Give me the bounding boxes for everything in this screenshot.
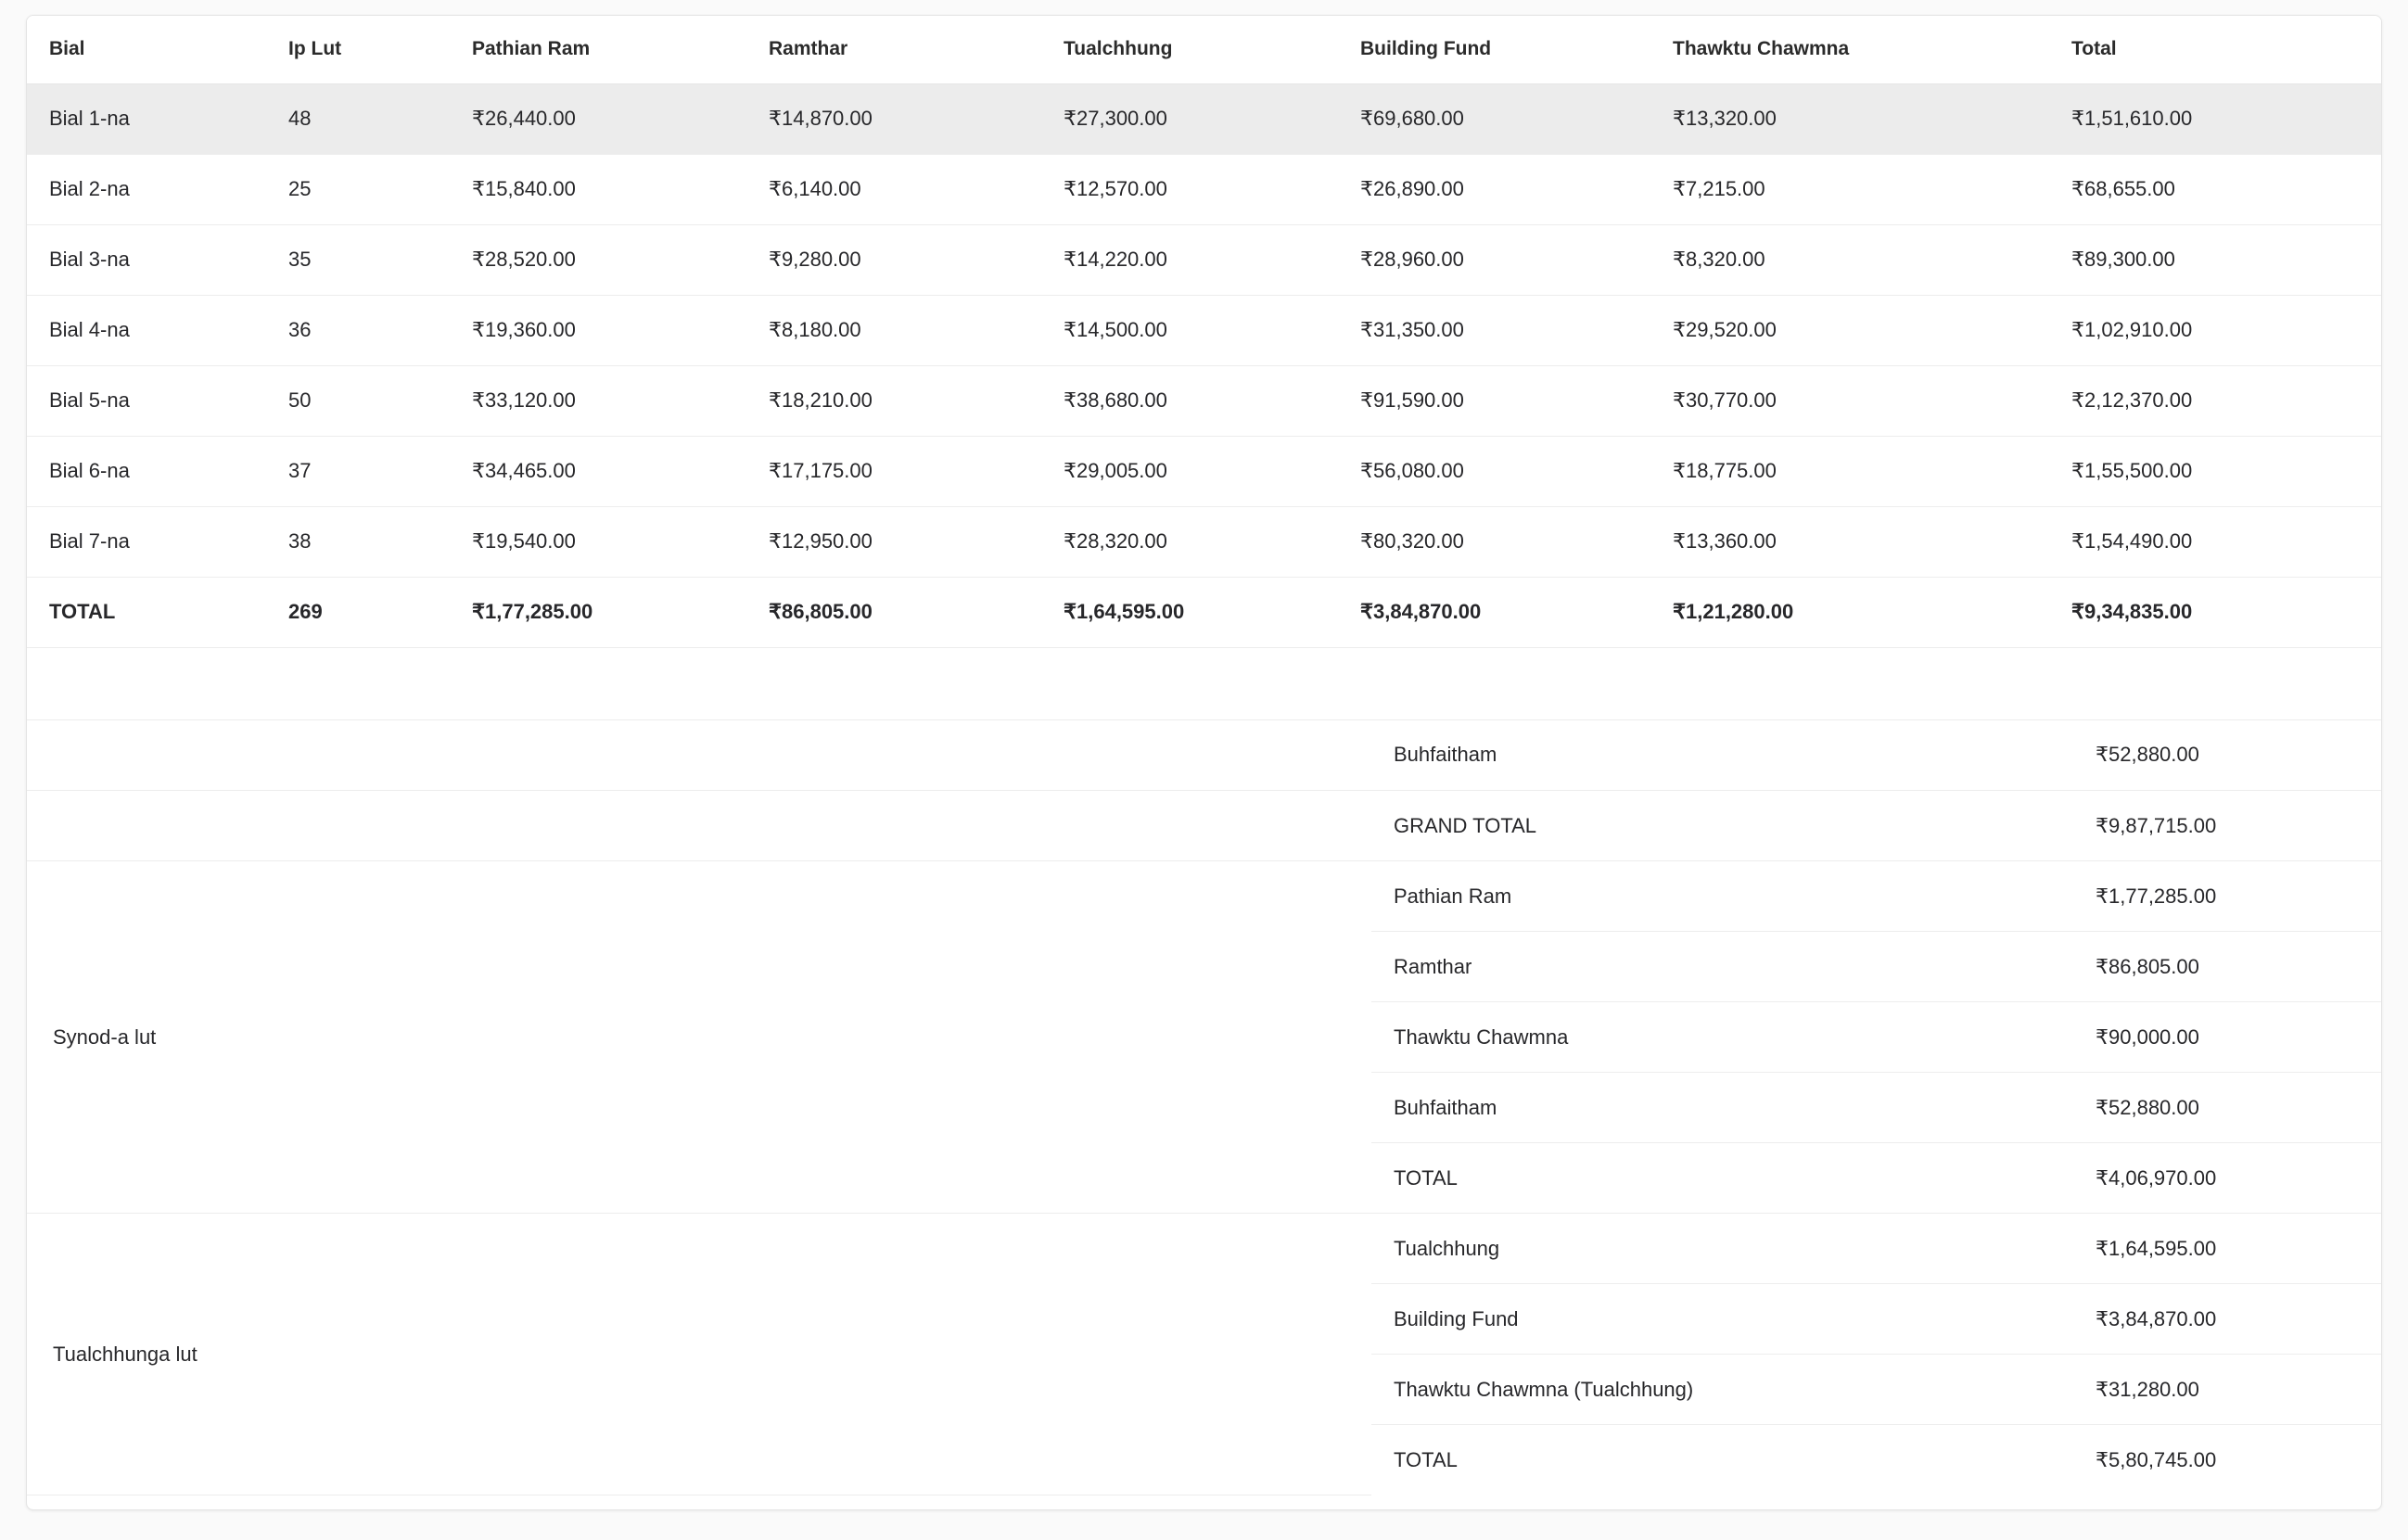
header-row — [27, 16, 2382, 83]
cell-thawktu-chawmna: ₹18,775.00 — [1673, 459, 1777, 482]
column-header-ip-lut[interactable]: Ip Lut — [266, 16, 450, 83]
cell-bial: Bial 2-na — [49, 177, 130, 200]
summary-amount: ₹1,77,285.00 — [2096, 884, 2217, 908]
summary-label: Buhfaitham — [1394, 743, 1497, 767]
summary-label: Building Fund — [1394, 1306, 1519, 1330]
table-row[interactable] — [27, 83, 2382, 154]
table-row[interactable] — [27, 436, 2382, 506]
summary-amount: ₹31,280.00 — [2096, 1377, 2199, 1401]
cell-tualchhung: ₹14,500.00 — [1064, 318, 1167, 341]
cell-building-fund: ₹56,080.00 — [1360, 459, 1464, 482]
column-header-thawktu-chawmna[interactable]: Thawktu Chawmna — [1650, 16, 2049, 83]
group-title-tualchhunga-lut: Tualchhunga lut — [27, 1214, 1371, 1495]
cell-ramthar: ₹18,210.00 — [769, 388, 873, 412]
cell-total-label: TOTAL — [49, 600, 116, 623]
cell-thawktu-chawmna: ₹29,520.00 — [1673, 318, 1777, 341]
cell-total-pathian-ram: ₹1,77,285.00 — [472, 600, 593, 623]
cell-total: ₹89,300.00 — [2071, 248, 2175, 271]
table-header — [27, 16, 2382, 83]
cell-bial: Bial 3-na — [49, 248, 130, 271]
column-header-ramthar[interactable]: Ramthar — [746, 16, 1041, 83]
cell-thawktu-chawmna: ₹8,320.00 — [1673, 248, 1765, 271]
summary-label: Tualchhung — [1394, 1236, 1500, 1260]
summary-amount: ₹4,06,970.00 — [2096, 1165, 2217, 1190]
summary-table — [27, 720, 2382, 1496]
cell-tualchhung: ₹27,300.00 — [1041, 83, 1338, 154]
summary-row-buhfaitham[interactable] — [27, 720, 2382, 791]
cell-ip-lut: 38 — [288, 529, 312, 553]
summary-blank-cell — [27, 791, 1371, 861]
cell-building-fund: ₹91,590.00 — [1360, 388, 1464, 412]
report-card — [26, 15, 2382, 1510]
cell-pathian-ram: ₹33,120.00 — [472, 388, 576, 412]
cell-total-tualchhung: ₹1,64,595.00 — [1064, 600, 1185, 623]
summary-label: TOTAL — [1394, 1447, 1458, 1471]
cell-bial: Bial 7-na — [49, 529, 130, 553]
summary-amount: ₹86,805.00 — [2096, 954, 2199, 978]
table-row[interactable] — [27, 154, 2382, 224]
column-header-pathian-ram[interactable]: Pathian Ram — [450, 16, 746, 83]
summary-label: GRAND TOTAL — [1394, 813, 1537, 837]
spacer-cell — [27, 647, 2382, 719]
cell-total: ₹1,54,490.00 — [2071, 529, 2193, 553]
group-title-synod-a-lut: Synod-a lut — [27, 861, 1371, 1214]
table-total-row — [27, 577, 2382, 647]
spacer-row — [27, 647, 2382, 719]
cell-ip-lut: 25 — [288, 177, 312, 200]
cell-thawktu-chawmna: ₹7,215.00 — [1673, 177, 1765, 200]
cell-ramthar: ₹8,180.00 — [769, 318, 861, 341]
cell-total-thawktu-chawmna: ₹1,21,280.00 — [1673, 600, 1794, 623]
summary-row-grand-total[interactable] — [27, 791, 2382, 861]
cell-pathian-ram: ₹34,465.00 — [472, 459, 576, 482]
cell-total: ₹1,02,910.00 — [2071, 318, 2193, 341]
contributions-table — [27, 16, 2382, 720]
cell-total-ip-lut: 269 — [288, 600, 323, 623]
cell-total: ₹2,12,370.00 — [2071, 388, 2193, 412]
cell-ramthar: ₹14,870.00 — [746, 83, 1041, 154]
cell-ip-lut: 37 — [288, 459, 312, 482]
summary-amount: ₹52,880.00 — [2096, 743, 2199, 767]
column-header-total[interactable]: Total — [2049, 16, 2382, 83]
cell-building-fund: ₹80,320.00 — [1360, 529, 1464, 553]
cell-pathian-ram: ₹19,360.00 — [472, 318, 576, 341]
cell-tualchhung: ₹14,220.00 — [1064, 248, 1167, 271]
column-header-bial[interactable]: Bial — [27, 16, 266, 83]
table-row[interactable] — [27, 224, 2382, 295]
table-row[interactable] — [27, 365, 2382, 436]
cell-total: ₹68,655.00 — [2071, 177, 2175, 200]
column-header-building-fund[interactable]: Building Fund — [1338, 16, 1650, 83]
cell-total-total: ₹9,34,835.00 — [2071, 600, 2193, 623]
cell-tualchhung: ₹28,320.00 — [1064, 529, 1167, 553]
table-row[interactable] — [27, 506, 2382, 577]
summary-body — [27, 720, 2382, 1495]
cell-ip-lut: 50 — [288, 388, 312, 412]
cell-ip-lut: 48 — [266, 83, 450, 154]
summary-amount: ₹5,80,745.00 — [2096, 1447, 2217, 1471]
cell-building-fund: ₹69,680.00 — [1338, 83, 1650, 154]
cell-bial: Bial 6-na — [49, 459, 130, 482]
summary-amount: ₹90,000.00 — [2096, 1025, 2199, 1049]
cell-building-fund: ₹28,960.00 — [1360, 248, 1464, 271]
cell-total: ₹1,51,610.00 — [2049, 83, 2382, 154]
cell-ip-lut: 36 — [288, 318, 312, 341]
cell-bial: Bial 5-na — [49, 388, 130, 412]
cell-tualchhung: ₹29,005.00 — [1064, 459, 1167, 482]
cell-pathian-ram: ₹15,840.00 — [472, 177, 576, 200]
cell-pathian-ram: ₹28,520.00 — [472, 248, 576, 271]
group-row-tualchhunga[interactable] — [27, 1214, 2382, 1284]
cell-total-building-fund: ₹3,84,870.00 — [1360, 600, 1482, 623]
summary-blank-cell — [27, 720, 1371, 791]
cell-bial: Bial 1-na — [27, 83, 266, 154]
summary-label: TOTAL — [1394, 1165, 1458, 1190]
cell-pathian-ram: ₹19,540.00 — [472, 529, 576, 553]
cell-thawktu-chawmna: ₹30,770.00 — [1673, 388, 1777, 412]
cell-ramthar: ₹9,280.00 — [769, 248, 861, 271]
cell-ip-lut: 35 — [288, 248, 312, 271]
summary-amount: ₹3,84,870.00 — [2096, 1306, 2217, 1330]
summary-amount: ₹52,880.00 — [2096, 1095, 2199, 1119]
cell-building-fund: ₹31,350.00 — [1360, 318, 1464, 341]
cell-building-fund: ₹26,890.00 — [1360, 177, 1464, 200]
summary-label: Pathian Ram — [1394, 884, 1512, 908]
summary-label: Buhfaitham — [1394, 1095, 1497, 1119]
summary-label: Ramthar — [1394, 954, 1472, 978]
cell-ramthar: ₹6,140.00 — [769, 177, 861, 200]
summary-amount: ₹1,64,595.00 — [2096, 1236, 2217, 1260]
cell-thawktu-chawmna: ₹13,320.00 — [1650, 83, 2049, 154]
cell-bial: Bial 4-na — [49, 318, 130, 341]
cell-total: ₹1,55,500.00 — [2071, 459, 2193, 482]
cell-total-ramthar: ₹86,805.00 — [769, 600, 873, 623]
summary-label: Thawktu Chawmna (Tualchhung) — [1394, 1377, 1694, 1401]
summary-label: Thawktu Chawmna — [1394, 1025, 1569, 1049]
summary-amount: ₹9,87,715.00 — [2096, 813, 2217, 837]
cell-pathian-ram: ₹26,440.00 — [450, 83, 746, 154]
cell-ramthar: ₹12,950.00 — [769, 529, 873, 553]
cell-tualchhung: ₹38,680.00 — [1064, 388, 1167, 412]
cell-ramthar: ₹17,175.00 — [769, 459, 873, 482]
table-body — [27, 83, 2382, 719]
cell-tualchhung: ₹12,570.00 — [1064, 177, 1167, 200]
column-header-tualchhung[interactable]: Tualchhung — [1041, 16, 1338, 83]
cell-thawktu-chawmna: ₹13,360.00 — [1673, 529, 1777, 553]
group-row-synod[interactable] — [27, 861, 2382, 932]
table-row[interactable] — [27, 295, 2382, 365]
